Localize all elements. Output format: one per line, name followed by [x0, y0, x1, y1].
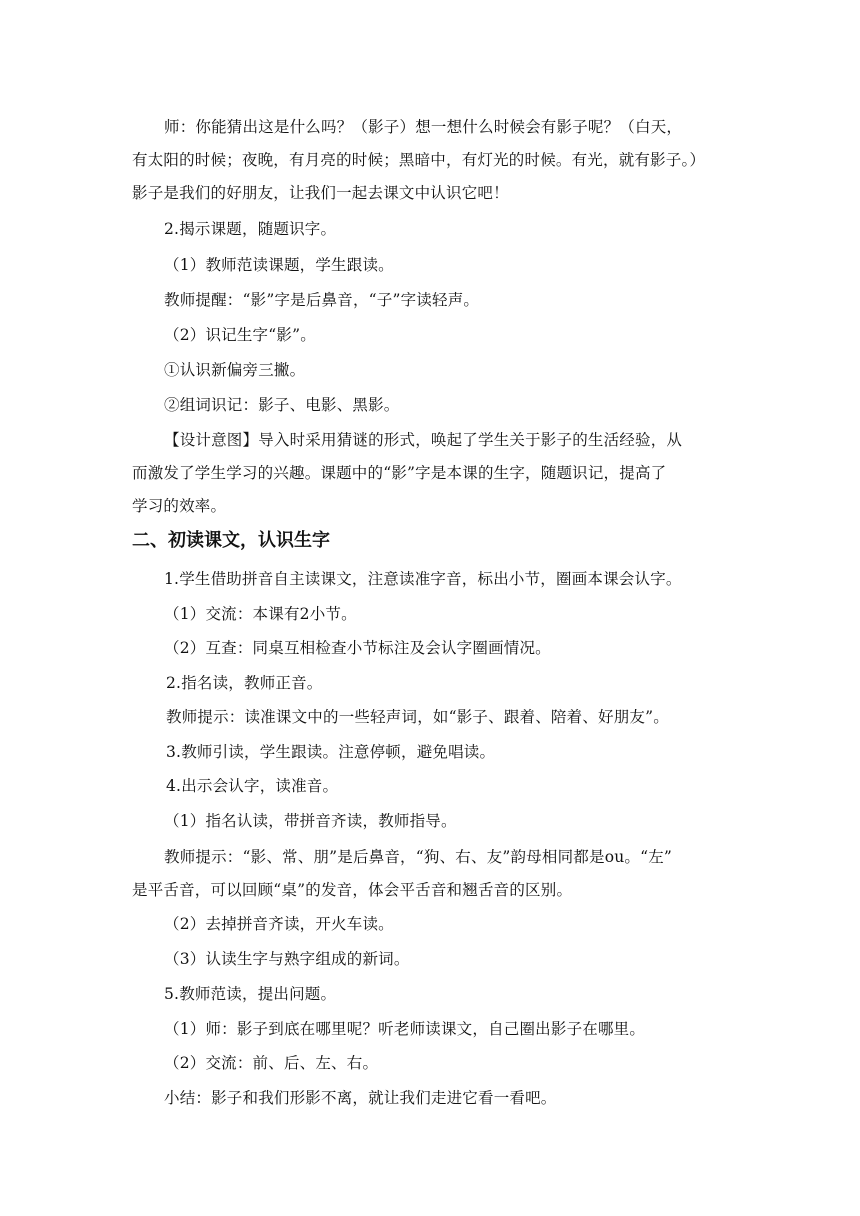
section2-line: 教师提示：“影、常、朋”是后鼻音，“狗、右、友”韵母相同都是ou。“左”	[164, 848, 673, 866]
section2-line: 4.出示会认字，读准音。	[166, 777, 339, 795]
section2-line: （2）交流：前、后、左、右。	[164, 1054, 379, 1072]
section2-line: 2.指名读，教师正音。	[166, 674, 323, 692]
section2-line: 小结：影子和我们形影不离，就让我们走进它看一看吧。	[164, 1089, 557, 1107]
section2-line: （1）交流：本课有2小节。	[164, 605, 357, 623]
section-heading: 二、初读课文，认识生字	[132, 530, 330, 551]
intro-line-1: 师：你能猜出这是什么吗？（影子）想一想什么时候会有影子呢？（白天，	[164, 118, 683, 136]
step2-item-2: （2）识记生字“影”。	[164, 326, 316, 344]
section2-line: （3）认读生字与熟字组成的新词。	[164, 950, 410, 968]
step2-title: 2.揭示课题，随题识字。	[164, 220, 337, 238]
section2-line: 1.学生借助拼音自主读课文，注意读准字音，标出小节，圈画本课会认字。	[164, 570, 682, 588]
section2-line: （1）指名认读，带拼音齐读，教师指导。	[164, 812, 457, 830]
section2-line: 3.教师引读，学生跟读。注意停顿，避免唱读。	[166, 743, 496, 761]
step2-sub-1: ①认识新偏旁三撇。	[164, 361, 306, 379]
section2-line: （1）师：影子到底在哪里呢？听老师读课文，自己圈出影子在哪里。	[164, 1020, 646, 1038]
design-intent-line-1: 【设计意图】导入时采用猜谜的形式，唤起了学生关于影子的生活经验，从	[164, 431, 683, 449]
section2-line: （2）互查：同桌互相检查小节标注及会认字圈画情况。	[164, 639, 551, 657]
intro-line-2: 有太阳的时候；夜晚，有月亮的时候；黑暗中，有灯光的时候。有光，就有影子。）	[132, 151, 706, 169]
intro-line-3: 影子是我们的好朋友，让我们一起去课文中认识它吧！	[132, 184, 509, 202]
section2-line: （2）去掉拼音齐读，开火车读。	[164, 915, 394, 933]
step2-sub-2: ②组词识记：影子、电影、黑影。	[164, 396, 400, 414]
section2-line: 5.教师范读，提出问题。	[164, 985, 337, 1003]
step2-item-1: （1）教师范读课题，学生跟读。	[164, 256, 394, 274]
design-intent-line-3: 学习的效率。	[132, 497, 227, 515]
design-intent-line-2: 而激发了学生学习的兴趣。课题中的“影”字是本课的生字，随题识记，提高了	[132, 464, 667, 482]
section2-line: 教师提示：读准课文中的一些轻声词，如“影子、跟着、陪着、好朋友”。	[166, 708, 669, 726]
step2-tip: 教师提醒：“影”字是后鼻音，“子”字读轻声。	[164, 291, 480, 309]
section2-line: 是平舌音，可以回顾“桌”的发音，体会平舌音和翘舌音的区别。	[132, 881, 573, 899]
